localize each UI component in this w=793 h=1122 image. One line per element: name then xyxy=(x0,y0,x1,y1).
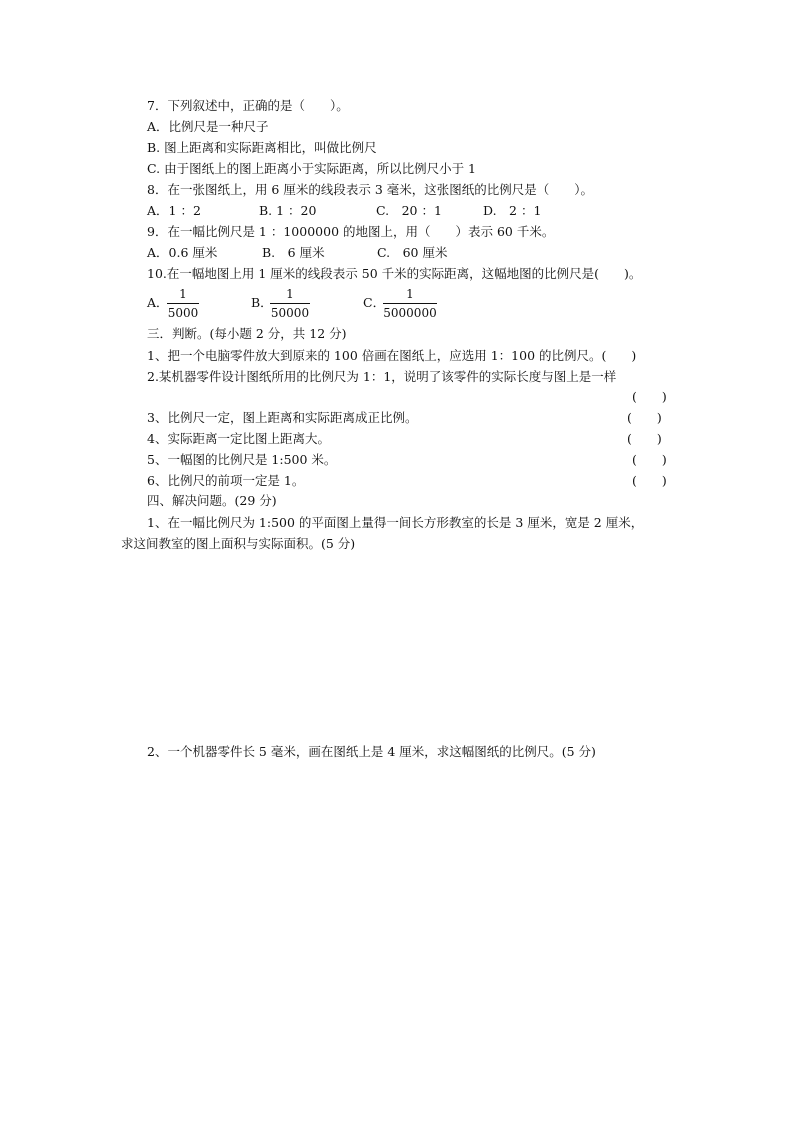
question-8-option-d: D. 2 ：1 xyxy=(483,203,542,218)
question-9-option-a: A．0.6 厘米 xyxy=(147,245,218,260)
question-8-option-c: C. 20 ：1 xyxy=(376,203,442,218)
question-7-option-c: C. 由于图纸上的图上距离小于实际距离，所以比例尺小于 1 xyxy=(147,161,476,176)
section-4-heading: 四、解决问题。(29 分) xyxy=(147,493,277,508)
question-10-option-c-fraction xyxy=(383,287,437,320)
question-10-stem: 10.在一幅地图上用 1 厘米的线段表示 50 千米的实际距离，这幅地图的比例尺是( )。 xyxy=(147,266,642,281)
question-7-option-a: A．比例尺是一种尺子 xyxy=(147,119,269,134)
fraction-numerator: 1 xyxy=(286,287,294,301)
problem-2: 2、一个机器零件长 5 毫米，画在图纸上是 4 厘米，求这幅图纸的比例尺。(5 分) xyxy=(147,744,596,759)
judge-item-2: 2.某机器零件设计图纸所用的比例尺为 1：1，说明了该零件的实际长度与图上是一样 xyxy=(147,369,617,384)
question-9-option-c: C. 60 厘米 xyxy=(377,245,448,260)
question-10-option-b-fraction xyxy=(270,287,310,320)
judge-item-5-answer-blank[interactable]: ( ) xyxy=(632,452,667,467)
section-3-heading: 三．判断。(每小题 2 分，共 12 分) xyxy=(147,326,347,341)
judge-item-3: 3、比例尺一定，图上距离和实际距离成正比例。 xyxy=(147,410,418,425)
judge-item-3-answer-blank[interactable]: ( ) xyxy=(627,410,662,425)
problem-1-line-2: 求这间教室的图上面积与实际面积。(5 分) xyxy=(121,536,356,551)
question-10-option-b-label: B． xyxy=(251,295,273,310)
question-8-option-b: B. 1 ：20 xyxy=(259,203,317,218)
judge-item-6: 6、比例尺的前项一定是 1。 xyxy=(147,473,305,488)
judge-item-6-answer-blank[interactable]: ( ) xyxy=(632,473,667,488)
question-7-option-b: B. 图上距离和实际距离相比，叫做比例尺 xyxy=(147,140,377,155)
question-8-option-a: A．1 ：2 xyxy=(147,203,201,218)
fraction-denominator: 50000 xyxy=(270,303,310,320)
judge-item-5: 5、一幅图的比例尺是 1:500 米。 xyxy=(147,452,337,467)
question-9-option-b: B. 6 厘米 xyxy=(262,245,325,260)
fraction-denominator: 5000000 xyxy=(383,303,437,320)
question-7-stem: 7．下列叙述中，正确的是（ ）。 xyxy=(147,98,349,113)
judge-item-4: 4、实际距离一定比图上距离大。 xyxy=(147,431,330,446)
problem-1-line-1: 1、在一幅比例尺为 1:500 的平面图上量得一间长方形教室的长是 3 厘米，宽是 2 厘米， xyxy=(147,515,644,530)
judge-item-1: 1、把一个电脑零件放大到原来的 100 倍画在图纸上，应选用 1：100 的比例尺。( ) xyxy=(147,348,637,363)
judge-item-4-answer-blank[interactable]: ( ) xyxy=(627,431,662,446)
question-10-option-a-label: A． xyxy=(147,295,169,310)
question-8-stem: 8．在一张图纸上，用 6 厘米的线段表示 3 毫米，这张图纸的比例尺是（ ）。 xyxy=(147,182,594,197)
fraction-denominator: 5000 xyxy=(167,303,199,320)
judge-item-2-answer-blank[interactable]: ( ) xyxy=(632,389,667,404)
question-10-option-a-fraction xyxy=(167,287,199,320)
fraction-numerator: 1 xyxy=(406,287,414,301)
fraction-numerator: 1 xyxy=(179,287,187,301)
question-9-stem: 9．在一幅比例尺是 1 ：1000000 的地图上，用（ ）表示 60 千米。 xyxy=(147,224,555,239)
question-10-option-c-label: C． xyxy=(363,295,386,310)
